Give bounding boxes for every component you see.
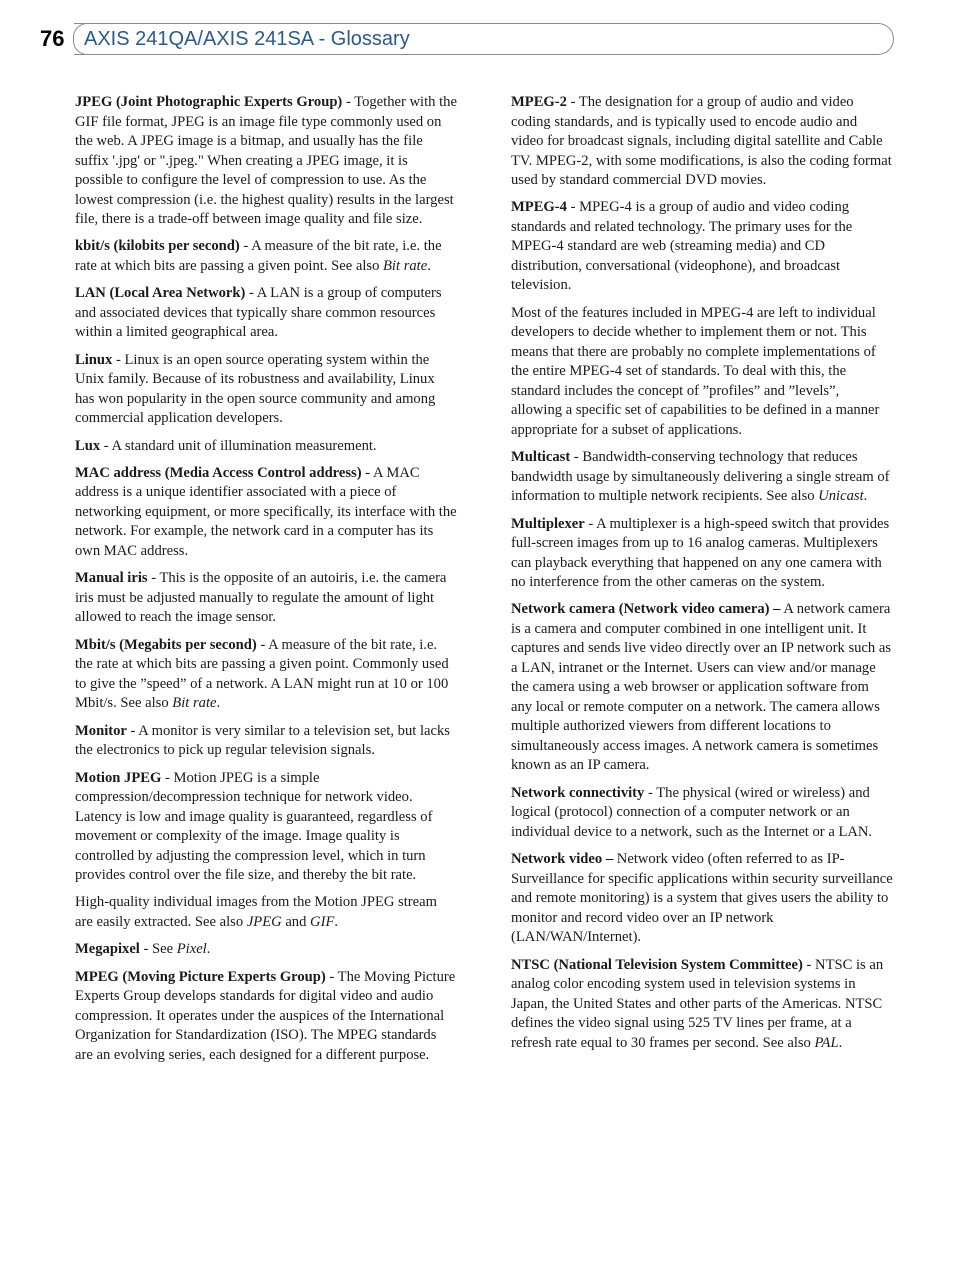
glossary-entry xyxy=(75,284,457,343)
glossary-term: Network connectivity xyxy=(511,784,645,801)
glossary-entry xyxy=(511,600,893,776)
header-bar xyxy=(74,23,894,55)
glossary-term: Network camera (Network video camera) – xyxy=(511,601,781,618)
glossary-entry xyxy=(75,351,457,429)
glossary-definition: - A measure of the bit rate, i.e. the rate at which bits are passing a given point. See also xyxy=(75,238,442,274)
glossary-term: Manual iris xyxy=(75,570,148,587)
glossary-term: Multiplexer xyxy=(511,515,585,532)
glossary-definition: - Bandwidth-conserving technology that reduces bandwidth usage by simultaneously delivering a single stream of information to multiple network recipients. See also xyxy=(511,449,890,505)
glossary-definition: - A measure of the bit rate, i.e. the rate at which bits are passing a given point. Commonly used to give the ”speed” of a network. A LAN might run at 10 or 100 Mbit/s. See also xyxy=(75,636,449,712)
glossary-entry xyxy=(511,304,893,441)
glossary-definition: - See xyxy=(139,941,177,958)
page-title: AXIS 241QA/AXIS 241SA - Glossary xyxy=(84,28,410,50)
cross-reference: Bit rate xyxy=(383,257,428,274)
glossary-entry xyxy=(75,769,457,886)
glossary-entry xyxy=(511,956,893,1054)
glossary-term: MPEG-4 xyxy=(511,199,567,216)
glossary-term: NTSC (National Television System Committee) xyxy=(511,956,803,973)
glossary-term: MAC address (Media Access Control address) xyxy=(75,464,362,481)
glossary-entry xyxy=(511,515,893,593)
glossary-punctuation: . xyxy=(216,695,221,712)
glossary-entry xyxy=(75,93,457,230)
glossary-definition: A network camera is a camera and computer combined in one intelligent unit. It captures and sends live video directly over an IP network such as a LAN, intranet or the Internet. Users can view and/or manage the camera using a web browser or application software from any local or remote computer on a network. The camera allows multiple authorized viewers from different locations to simultaneously access images. A network camera is sometimes known as an IP camera. xyxy=(511,601,892,774)
glossary-entry xyxy=(75,464,457,562)
glossary-definition: - Linux is an open source operating system within the Unix family. Because of its robustness and availability, Linux has won popularity in the open source community and among commercial application developers. xyxy=(75,351,436,427)
glossary-definition: Most of the features included in MPEG-4 are left to individual developers to decide whether to implement them or not. This means that there are probably no complete implementations of the entire MPEG-4 set of standards. To deal with this, the standard includes the concept of ”profiles” and ”levels”, allowing a specific set of capabilities to be defined in a manner appropriate for a subset of applications. xyxy=(511,304,880,438)
glossary-term: Network video – xyxy=(511,851,614,868)
glossary-term: Lux xyxy=(75,437,101,454)
glossary-entry xyxy=(75,893,457,932)
glossary-definition-continued: and xyxy=(281,913,311,930)
cross-reference: GIF xyxy=(310,913,335,930)
glossary-definition: - MPEG-4 is a group of audio and video coding standards and related technology. The primary uses for the MPEG-4 standard are web (streaming media) and CD distribution, conversational (videophone), and broadcast television. xyxy=(511,199,853,294)
glossary-term: Multicast xyxy=(511,449,571,466)
cross-reference: Pixel xyxy=(176,941,207,958)
glossary-definition: - NTSC is an analog color encoding system used in television systems in Japan, the United States and other parts of the Americas. NTSC defines the video signal using 525 TV lines per frame, at a refresh rate equal to 30 frames per second. See also xyxy=(511,956,884,1051)
glossary-punctuation: . xyxy=(863,488,868,505)
glossary-entry xyxy=(511,93,893,191)
glossary-term: Monitor xyxy=(75,722,127,739)
glossary-entry xyxy=(511,448,893,507)
glossary-left-column xyxy=(75,93,457,1073)
cross-reference: Bit rate xyxy=(172,695,217,712)
glossary-entry xyxy=(75,636,457,714)
glossary-punctuation: . xyxy=(334,913,339,930)
glossary-right-column xyxy=(511,93,893,1061)
cross-reference: JPEG xyxy=(246,913,282,930)
glossary-definition: High-quality individual images from the Motion JPEG stream are easily extracted. See also xyxy=(75,894,437,930)
glossary-entry xyxy=(75,722,457,761)
glossary-definition: - A LAN is a group of computers and associated devices that typically share common resources within a limited geographical area. xyxy=(75,285,442,341)
glossary-definition: - A multiplexer is a high-speed switch that provides full-screen images from up to 16 analog cameras. Multiplexers can playback everything that happened on any one camera with no interference from the other cameras on the system. xyxy=(511,515,890,591)
glossary-entry xyxy=(511,850,893,948)
glossary-term: Motion JPEG xyxy=(75,769,162,786)
glossary-entry xyxy=(75,569,457,628)
glossary-definition: - A monitor is very similar to a television set, but lacks the electronics to pick up regular television signals. xyxy=(75,722,450,759)
glossary-term: JPEG (Joint Photographic Experts Group) xyxy=(75,94,343,110)
glossary-definition: - A standard unit of illumination measurement. xyxy=(100,437,377,454)
cross-reference: PAL xyxy=(814,1034,839,1051)
glossary-definition: - A MAC address is a unique identifier associated with a piece of networking equipment, or more specifically, its interface with the network. For example, the network card in a computer has its own MAC address. xyxy=(75,464,457,559)
glossary-definition: Network video (often referred to as IP-Surveillance for specific applications within security surveillance and remote monitoring) is a system that gives users the ability to monitor and record video over an IP network (LAN/WAN/Internet). xyxy=(511,851,893,946)
glossary-term: LAN (Local Area Network) xyxy=(75,285,246,302)
glossary-punctuation: . xyxy=(206,941,211,958)
glossary-definition: - Motion JPEG is a simple compression/decompression technique for network video. Latency is low and image quality is guaranteed, regardless of movement or complexity of the image. Image quality is controlled by adjusting the compression level, which in turn provides control over the file size, and thereby the bit rate. xyxy=(75,769,433,884)
glossary-term: Mbit/s (Megabits per second) xyxy=(75,636,257,653)
glossary-punctuation: . xyxy=(838,1034,843,1051)
glossary-definition: - The designation for a group of audio and video coding standards, and is typically used to encode audio and video for broadcast signals, including digital satellite and Cable TV. MPEG-2, with some modifications, is also the coding format used by standard commercial DVD movies. xyxy=(511,94,892,188)
glossary-definition: - The Moving Picture Experts Group develops standards for digital video and audio compression. It operates under the auspices of the International Organization for Standardization (ISO). The MPEG standards are an evolving series, each designed for a different purpose. xyxy=(75,968,456,1063)
cross-reference: Unicast xyxy=(818,488,864,505)
glossary-term: MPEG-2 xyxy=(511,94,567,110)
glossary-entry xyxy=(511,784,893,843)
glossary-term: kbit/s (kilobits per second) xyxy=(75,238,240,255)
glossary-entry xyxy=(75,437,457,457)
glossary-entry xyxy=(75,940,457,960)
glossary-definition: - Together with the GIF file format, JPEG is an image file type commonly used on the web. A JPEG image is a bitmap, and usually has the file suffix '.jpg' or ".jpeg." When creating a JPEG image, it is possible to configure the level of compression to use. As the lowest compression (i.e. the highest quality) results in the largest file, there is a trade-off between image quality and file size. xyxy=(75,94,457,227)
glossary-term: Linux xyxy=(75,351,113,368)
glossary-definition: - This is the opposite of an autoiris, i.e. the camera iris must be adjusted manually to regulate the amount of light allowed to reach the image sensor. xyxy=(75,570,447,626)
glossary-punctuation: . xyxy=(427,257,431,274)
glossary-entry xyxy=(75,237,457,276)
glossary-definition: - The physical (wired or wireless) and logical (protocol) connection of a computer network or an individual device to a network, such as the Internet or a LAN. xyxy=(511,784,873,840)
glossary-term: Megapixel xyxy=(75,941,140,958)
glossary-entry xyxy=(75,968,457,1066)
page-number: 76 xyxy=(40,26,65,51)
glossary-entry xyxy=(511,198,893,296)
glossary-term: MPEG (Moving Picture Experts Group) xyxy=(75,968,326,985)
